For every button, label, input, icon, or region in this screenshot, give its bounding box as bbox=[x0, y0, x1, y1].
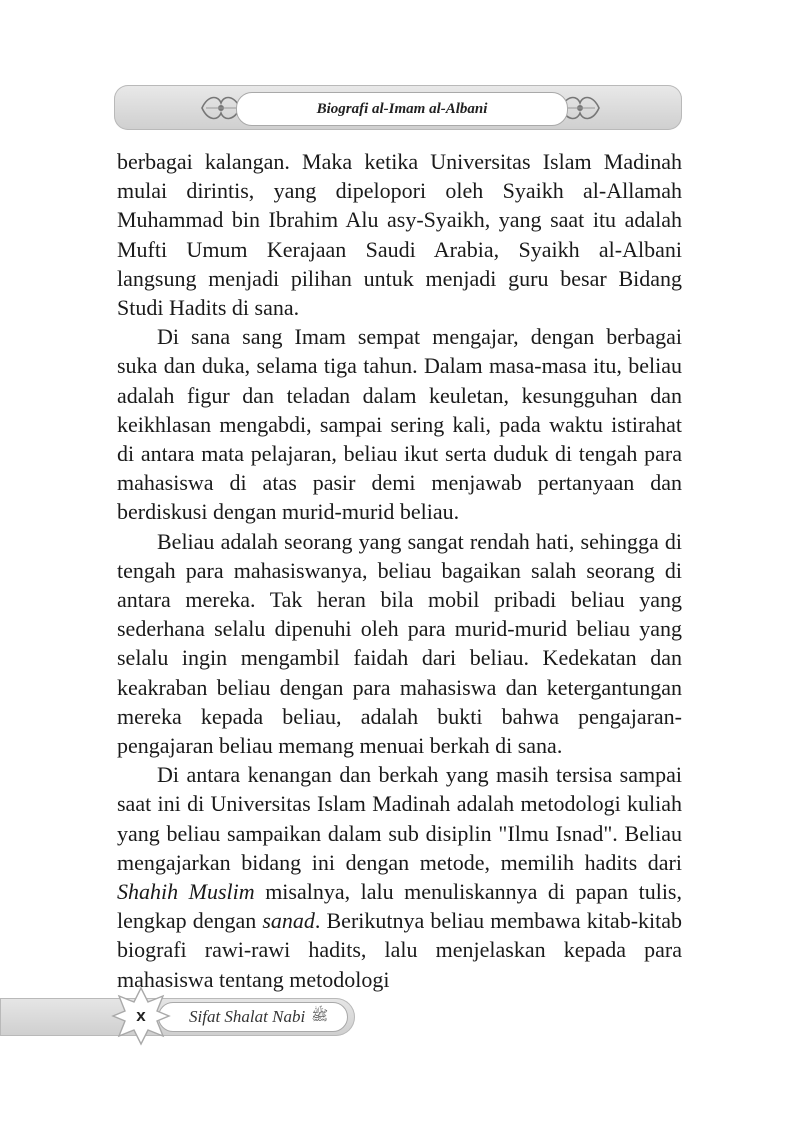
paragraph-4-text-b: misalnya, lalu menuliskannya di papan tulis, lengkap dengan bbox=[117, 879, 682, 934]
running-footer-title bbox=[158, 1002, 348, 1032]
page-body bbox=[117, 147, 682, 994]
italic-term-shahih-muslim: Shahih Muslim bbox=[117, 879, 255, 905]
salawat-ligature-icon: ﷺ bbox=[311, 1009, 329, 1024]
paragraph-4-text-a: Di antara kenangan dan berkah yang masih tersisa sampai saat ini di Universitas Islam Madinah adalah metodologi kuliah yang beliau sampaikan dalam sub disiplin "Ilmu Isnad". Beliau mengajarkan bidang ini dengan metode, memilih hadits dari bbox=[117, 762, 682, 875]
running-header-title: Biografi al-Imam al-Albani bbox=[236, 92, 568, 126]
paragraph-1: berbagai kalangan. Maka ketika Universitas Islam Madinah mulai dirintis, yang dipelopori oleh Syaikh al-Allamah Muhammad bin Ibrahim Alu asy-Syaikh, yang saat itu adalah Mufti Umum Kerajaan Saudi Arabia, Syaikh al-Albani langsung menjadi pilihan untuk menjadi guru besar Bidang Studi Hadits di sana. bbox=[117, 149, 682, 321]
footer-book-title: Sifat Shalat Nabi bbox=[189, 1007, 306, 1026]
paragraph-4 bbox=[117, 760, 682, 994]
paragraph-4-text-c: . Berikutnya beliau membawa kitab-kitab biografi rawi-rawi hadits, lalu menjelaskan kepada para mahasiswa tentang metodologi bbox=[117, 908, 683, 992]
italic-term-sanad: sanad bbox=[262, 908, 315, 934]
page-number: x bbox=[136, 1006, 146, 1025]
paragraph-2: Di sana sang Imam sempat mengajar, dengan berbagai suka dan duka, selama tiga tahun. Dalam masa-masa itu, beliau adalah figur dan teladan dalam keuletan, kesungguhan dan keikhlasan mengabdi, sampai sering kali, pada waktu istirahat di antara mata pelajaran, beliau ikut serta duduk di tengah para mahasiswa di atas pasir demi menjawab pertanyaan dan berdiskusi dengan murid-murid beliau. bbox=[117, 324, 682, 525]
paragraph-3: Beliau adalah seorang yang sangat rendah hati, sehingga di tengah para mahasiswanya, beliau bagaikan salah seorang di antara mereka. Tak heran bila mobil pribadi beliau yang sederhana selalu dipenuhi oleh para murid-murid beliau yang selalu ingin mengambil faidah dari beliau. Kedekatan dan keakraban beliau dengan para mahasiswa dan ketergantungan mereka kepada beliau, adalah bukti bahwa pengajaran-pengajaran beliau memang menuai berkah di sana. bbox=[117, 528, 682, 759]
